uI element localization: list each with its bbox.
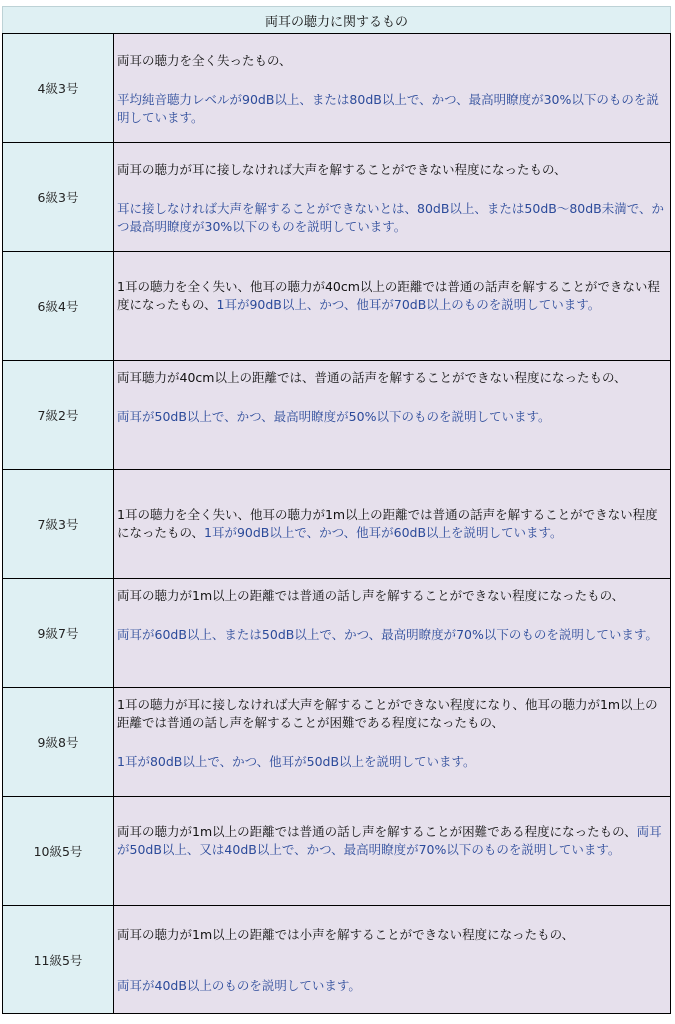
table-row: [3, 906, 671, 1014]
condition-text: 両耳の聴力が耳に接しなければ大声を解することができない程度になったもの、: [117, 162, 567, 177]
condition-text: 両耳聴力が40cm以上の距離では、普通の話声を解することができない程度になったもの、: [117, 370, 627, 385]
description-cell: [114, 688, 671, 797]
table-row: [3, 34, 671, 143]
combined-text: [117, 823, 667, 859]
table-row: [3, 579, 671, 688]
explanation-text: 耳に接しなければ大声を解することができないとは、80dB以上、または50dB～80dB未満で、かつ最高明瞭度が30%以下のものを説明しています。: [117, 201, 664, 234]
grade-cell: 11級5号: [3, 906, 114, 1014]
description-cell: [114, 143, 671, 252]
explanation-text: 両耳が50dB以上、又は40dB以上で、かつ、最高明瞭度が70%以下のものを説明しています。: [117, 824, 662, 857]
explanation-text: 平均純音聴力レベルが90dB以上、または80dB以上で、かつ、最高明瞭度が30%以下のものを説明しています。: [117, 92, 659, 125]
condition-text: 1耳の聴力が耳に接しなければ大声を解することができない程度になり、他耳の聴力が1m以上の距離では普通の話し声を解することが困難である程度になったもの、: [117, 697, 658, 730]
grade-cell: 6級3号: [3, 143, 114, 252]
grade-cell: 6級4号: [3, 252, 114, 361]
description-cell: [114, 579, 671, 688]
combined-text: [117, 506, 667, 542]
grade-cell: 4級3号: [3, 34, 114, 143]
description-cell: [114, 34, 671, 143]
condition-text: 両耳の聴力が1m以上の距離では普通の話し声を解することが困難である程度になったもの、: [117, 824, 637, 839]
condition-text: 1耳の聴力を全く失い、他耳の聴力が1m以上の距離では普通の話声を解することができない程度になったもの、: [117, 507, 658, 540]
explanation-text: 両耳が40dB以上のものを説明しています。: [117, 978, 361, 993]
explanation-text: 両耳が60dB以上、または50dB以上で、かつ、最高明瞭度が70%以下のものを説明しています。: [117, 627, 658, 642]
table-title: 両耳の聴力に関するもの: [3, 7, 671, 34]
explanation-text: 両耳が50dB以上で、かつ、最高明瞭度が50%以下のものを説明しています。: [117, 409, 551, 424]
table-row: [3, 797, 671, 906]
explanation-text: 1耳が80dB以上で、かつ、他耳が50dB以上を説明しています。: [117, 754, 476, 769]
table-row: [3, 688, 671, 797]
table-row: [3, 361, 671, 470]
description-cell: [114, 906, 671, 1014]
grade-cell: 9級8号: [3, 688, 114, 797]
description-cell: [114, 470, 671, 579]
grade-cell: 9級7号: [3, 579, 114, 688]
table-row: [3, 143, 671, 252]
explanation-text: 1耳が90dB以上で、かつ、他耳が60dB以上を説明しています。: [204, 525, 563, 540]
combined-text: [117, 278, 667, 314]
condition-text: 両耳の聴力を全く失ったもの、: [117, 53, 292, 68]
hearing-grade-table: [2, 6, 671, 1014]
condition-text: 1耳の聴力を全く失い、他耳の聴力が40cm以上の距離では普通の話声を解することができない程度になったもの、: [117, 279, 660, 312]
condition-text: 両耳の聴力が1m以上の距離では小声を解することができない程度になったもの、: [117, 927, 575, 942]
grade-cell: 10級5号: [3, 797, 114, 906]
condition-text: 両耳の聴力が1m以上の距離では普通の話し声を解することができない程度になったもの、: [117, 588, 625, 603]
table-row: [3, 252, 671, 361]
table-header-row: [3, 7, 671, 34]
explanation-text: 1耳が90dB以上、かつ、他耳が70dB以上のものを説明しています。: [216, 297, 601, 312]
description-cell: [114, 252, 671, 361]
table-row: [3, 470, 671, 579]
grade-cell: 7級2号: [3, 361, 114, 470]
description-cell: [114, 361, 671, 470]
grade-cell: 7級3号: [3, 470, 114, 579]
description-cell: [114, 797, 671, 906]
